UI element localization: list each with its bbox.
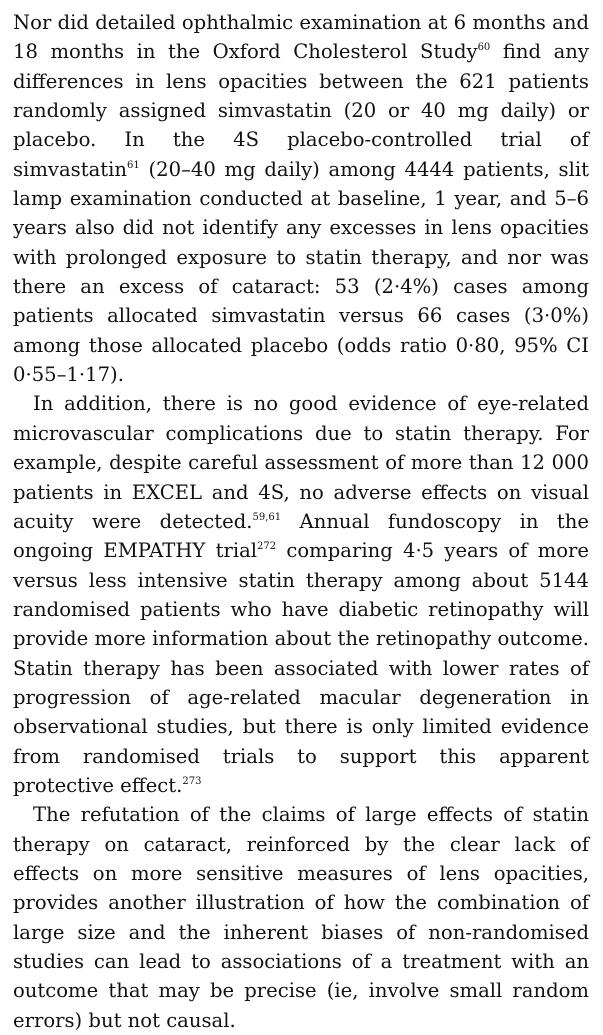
paragraph-text: comparing 4·5 years of more versus less intensive statin therapy among about 5144 randomised patients who have diabetic retinopathy will provide more information about the retinopathy outcome. Statin therapy has been associated with lower rates of progression of age-related macular degeneration in observational studies, but there is only limited evidence from randomised trials to support this apparent protective effect. (13, 539, 590, 797)
paragraph-text: In addition, there is no good evidence of eye-related microvascular complications due to statin therapy. For example, despite careful assessment of more than 12 000 patients in EXCEL and 4S, no adverse effects on visual acuity were detected. (13, 392, 589, 533)
paragraph-text: Nor did detailed ophthalmic examination at 6 months and 18 months in the Oxford Cholesterol Study (13, 11, 589, 64)
paragraph-text: find any differences in lens opacities between the 621 patients randomly assigned simvastatin (20 or 40 mg daily) or placebo. In the 4S placebo-controlled trial of simvastatin (13, 40, 589, 181)
paragraph-microvascular-complications (13, 389, 589, 800)
citation-ref: 273 (182, 775, 202, 787)
citation-ref: 60 (477, 42, 491, 54)
paragraph-text: The refutation of the claims of large effects of statin therapy on cataract, reinforced by the clear lack of effects on more sensitive measures of lens opacities, provides another illustration of how the combination of large size and the inherent biases of non-randomised studies can lead to associations of a treatment with an outcome that may be precise (ie, involve small random errors) but not causal. (13, 803, 589, 1032)
citation-ref: 59,61 (252, 511, 282, 523)
paragraph-refutation-conclusion (13, 800, 589, 1035)
paragraph-text: Annual fundoscopy in the ongoing EMPATHY trial (13, 509, 589, 563)
citation-ref: 61 (127, 159, 140, 171)
paragraph-text: (20–40 mg daily) among 4444 patients, slit lamp examination conducted at baseline, 1 year, and 5–6 years also did not identify any excesses in lens opacities with prolonged exposure to statin therapy, and nor was there an excess of cataract: 53 (2·4%) cases among patients allocated simvastatin versus 66 cases (3·0%) among those allocated placebo (odds ratio 0·80, 95% CI 0·55–1·17). (13, 157, 589, 387)
paragraph-ophthalmic-examination (13, 8, 589, 389)
citation-ref: 272 (257, 541, 277, 553)
